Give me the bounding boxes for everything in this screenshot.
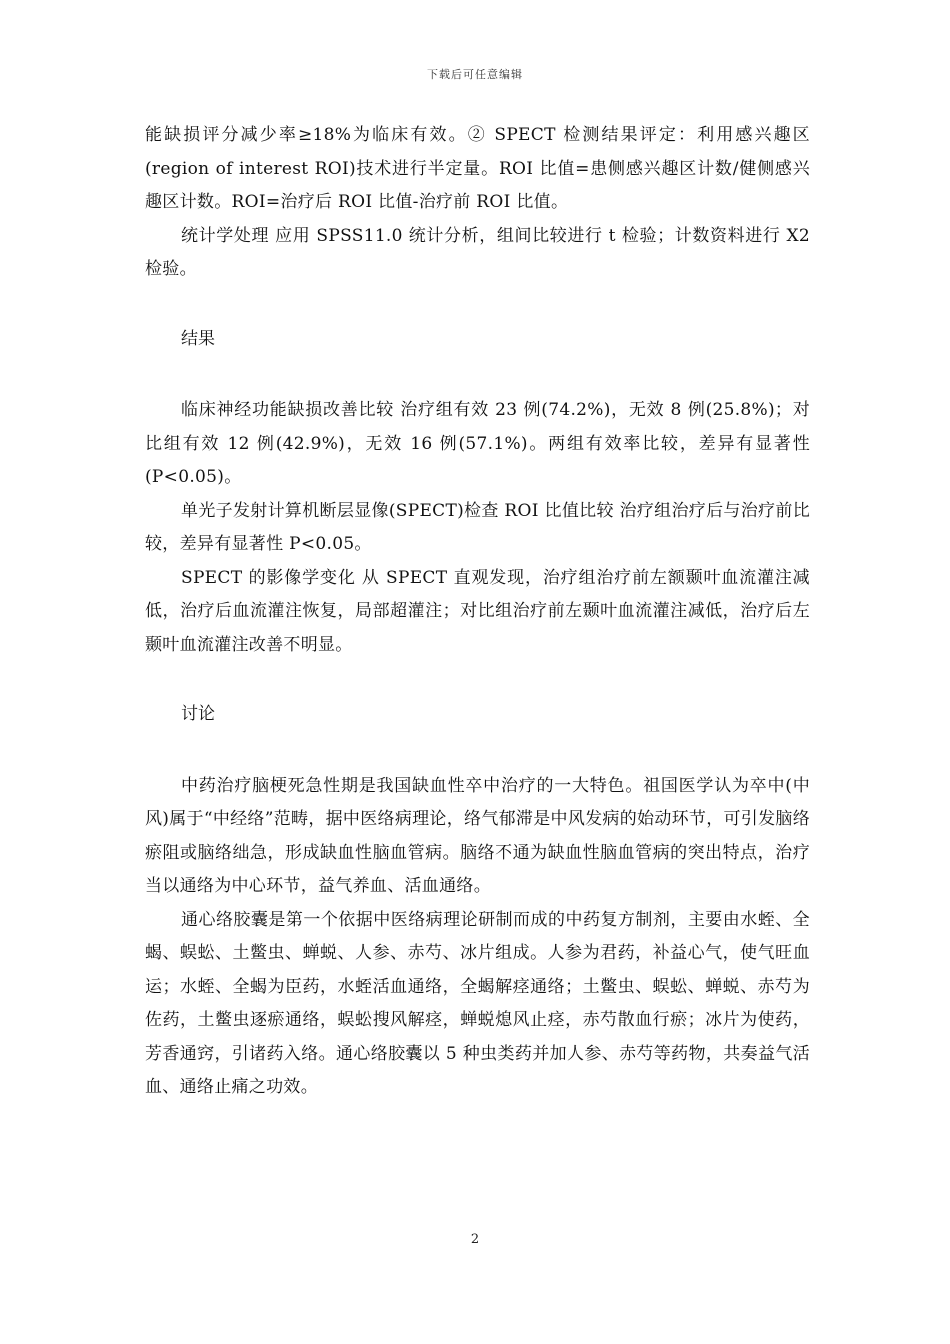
section-heading-discussion: 讨论	[181, 704, 215, 724]
paragraph-statistics: 统计学处理 应用 SPSS11.0 统计分析，组间比较进行 t 检验；计数资料进行 X2 检验。	[145, 225, 810, 279]
paragraph-spect-imaging: SPECT 的影像学变化 从 SPECT 直观发现，治疗组治疗前左额颞叶血流灌注减低，治疗后血流灌注恢复，局部超灌注；对比组治疗前左颞叶血流灌注减低，治疗后左颞叶血流灌注改善不明显。	[145, 567, 810, 655]
paragraph-spect-roi: 单光子发射计算机断层显像(SPECT)检查 ROI 比值比较 治疗组治疗后与治疗前比较，差异有显著性 P<0.05。	[145, 500, 810, 554]
page-header: 下载后可任意编辑	[427, 68, 523, 81]
paragraph-clinical-improvement: 临床神经功能缺损改善比较 治疗组有效 23 例(74.2%)，无效 8 例(25.8%)；对比组有效 12 例(42.9%)，无效 16 例(57.1%)。两组有效率比较，差异有显著性(P<0.05)。	[145, 400, 810, 487]
paragraph-discussion-capsule: 通心络胶囊是第一个依据中医络病理论研制而成的中药复方制剂，主要由水蛭、全蝎、蜈蚣、土鳖虫、蝉蜕、人参、赤芍、冰片组成。人参为君药，补益心气，使气旺血运；水蛭、全蝎为臣药，水蛭活血通络，全蝎解痉通络；土鳖虫、蜈蚣、蝉蜕、赤芍为佐药，土鳖虫逐瘀通络，蜈蚣搜风解痉，蝉蜕熄风止痉，赤芍散血行瘀；冰片为使药，芳香通窍，引诸药入络。通心络胶囊以 5 种虫类药并加人参、赤芍等药物，共奏益气活血、通络止痛之功效。	[145, 909, 810, 1097]
paragraph-discussion-intro: 中药治疗脑梗死急性期是我国缺血性卒中治疗的一大特色。祖国医学认为卒中(中风)属于“中经络”范畴，据中医络病理论，络气郁滞是中风发病的始动环节，可引发脑络瘀阻或脑络绌急，形成缺血性脑血管病。脑络不通为缺血性脑血管病的突出特点，治疗当以通络为中心环节，益气养血、活血通络。	[145, 775, 811, 896]
document-body	[145, 119, 810, 1105]
paragraph-evaluation-criteria: 能缺损评分减少率≥18%为临床有效。② SPECT 检测结果评定：利用感兴趣区(region of interest ROI)技术进行半定量。ROI 比值=患侧感兴趣区计数/健侧感兴趣区计数。ROI=治疗后 ROI 比值-治疗前 ROI 比值。	[145, 125, 810, 212]
page-number: 2	[470, 1232, 480, 1247]
section-heading-results: 结果	[181, 328, 215, 349]
